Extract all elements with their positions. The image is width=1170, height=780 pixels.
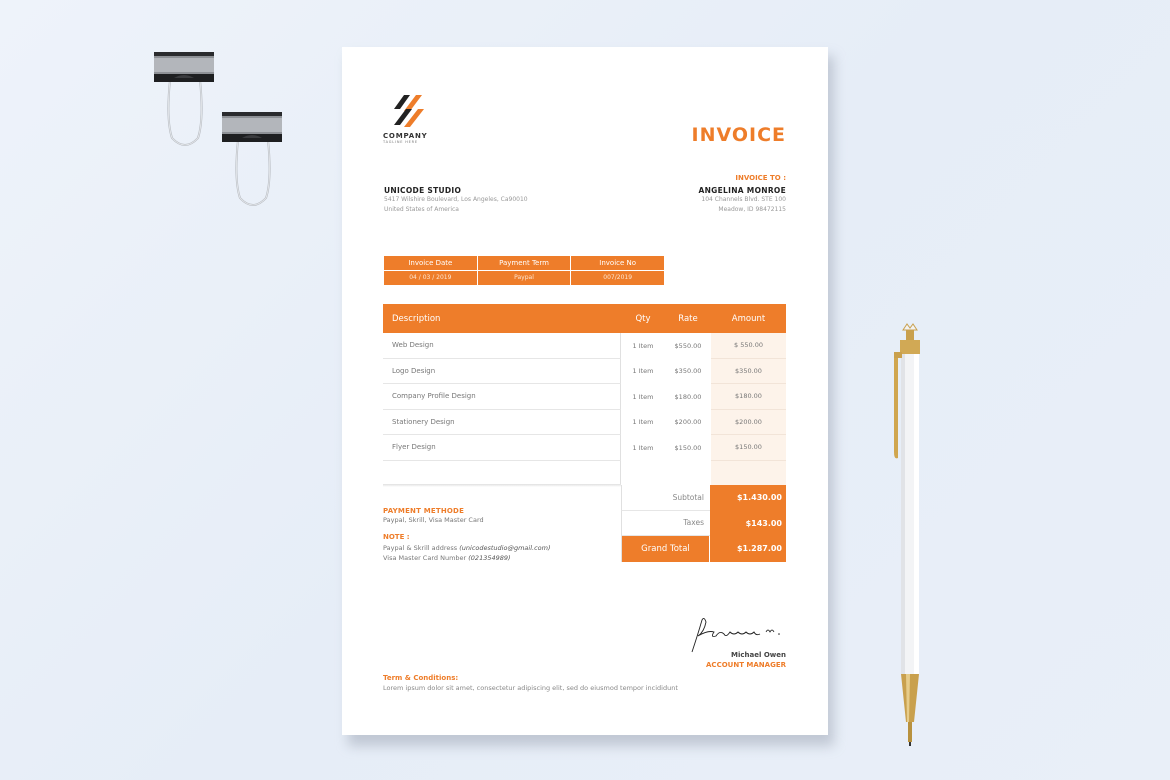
- item-rate: $350.00: [674, 367, 702, 376]
- subtotal-label: Subtotal: [621, 485, 710, 511]
- taxes-value: $143.00: [710, 511, 786, 537]
- meta-invoice-no: [571, 256, 664, 285]
- item-description: Flyer Design: [383, 435, 621, 461]
- item-rate: $550.00: [674, 341, 702, 350]
- subtotal-value: $1.430.00: [710, 485, 786, 511]
- divider: [383, 484, 621, 487]
- note-text: [383, 543, 551, 563]
- terms-text: Lorem ipsum dolor sit amet, consectetur adipiscing elit, sed do eiusmod tempor incididunt: [383, 684, 678, 692]
- table-row: [383, 359, 786, 385]
- item-amount: $350.00: [711, 359, 786, 385]
- meta-label: Invoice No: [571, 256, 664, 271]
- terms-label: Term & Conditions:: [383, 674, 459, 682]
- table-row: [383, 384, 786, 410]
- from-name: UNICODE STUDIO: [384, 186, 462, 195]
- note-line-1: [383, 543, 551, 553]
- item-qty: 1 Item: [632, 443, 654, 452]
- line-items-table: [383, 304, 786, 486]
- header-rate: Rate: [678, 313, 698, 324]
- invoice-to-label: INVOICE TO :: [735, 174, 786, 182]
- totals-table: [621, 485, 786, 562]
- item-rate: $200.00: [674, 418, 702, 427]
- meta-value: 007/2019: [571, 271, 664, 285]
- note-email: (unicodestudio@gmail.com): [459, 544, 551, 552]
- logo-tagline: TAGLINE HERE: [383, 140, 418, 144]
- item-amount: $150.00: [711, 435, 786, 461]
- note-label: NOTE :: [383, 533, 410, 541]
- invoice-document: [342, 47, 828, 735]
- table-row-empty: [383, 461, 786, 487]
- table-header: [383, 304, 786, 333]
- item-qty: 1 Item: [632, 392, 654, 401]
- item-description: Stationery Design: [383, 410, 621, 436]
- to-name: ANGELINA MONROE: [698, 186, 786, 195]
- from-address: [384, 195, 528, 215]
- item-amount: $ 550.00: [711, 333, 786, 359]
- to-address: [701, 195, 786, 215]
- pen-icon: [880, 322, 940, 752]
- item-amount: $200.00: [711, 410, 786, 436]
- item-amount: $180.00: [711, 384, 786, 410]
- payment-method-label: PAYMENT METHODE: [383, 507, 465, 515]
- to-address-line2: Meadow, ID 98472115: [718, 206, 786, 213]
- empty-cell: [665, 461, 711, 487]
- table-row: [383, 333, 786, 359]
- empty-cell: [383, 461, 621, 487]
- item-qty: 1 Item: [632, 418, 654, 427]
- meta-label: Payment Term: [478, 256, 571, 271]
- invoice-title: INVOICE: [691, 124, 786, 146]
- signatory-name: Michael Owen: [731, 651, 786, 659]
- signature-icon: [684, 614, 784, 654]
- item-qty: 1 Item: [632, 367, 654, 376]
- header-amount: Amount: [731, 313, 766, 324]
- header-qty: Qty: [635, 313, 651, 324]
- item-qty: 1 Item: [632, 341, 654, 350]
- item-rate: $180.00: [674, 392, 702, 401]
- item-description: Web Design: [383, 333, 621, 359]
- taxes-label: Taxes: [621, 511, 710, 537]
- taxes-row: [621, 511, 786, 537]
- item-description: Company Profile Design: [383, 384, 621, 410]
- table-row: [383, 435, 786, 461]
- binder-clip-icon: [150, 50, 220, 160]
- to-address-line1: 104 Channels Blvd. STE 100: [701, 196, 786, 203]
- binder-clip-icon: [218, 110, 288, 220]
- grand-total-value: $1.287.00: [710, 536, 786, 562]
- from-address-line2: United States of America: [384, 206, 459, 213]
- table-row: [383, 410, 786, 436]
- invoice-meta-table: [384, 256, 664, 285]
- item-description: Logo Design: [383, 359, 621, 385]
- note-line-2: [383, 553, 551, 563]
- logo-name: COMPANY: [383, 132, 428, 140]
- grand-total-label: Grand Total: [621, 536, 710, 562]
- meta-value: 04 / 03 / 2019: [384, 271, 477, 285]
- grand-total-row: [621, 536, 786, 562]
- empty-cell: [711, 461, 786, 487]
- from-address-line1: 5417 Wilshire Boulevard, Los Angeles, Ca90010: [384, 196, 528, 203]
- item-rate: $150.00: [674, 443, 702, 452]
- empty-cell: [621, 461, 665, 487]
- meta-label: Invoice Date: [384, 256, 477, 271]
- note-line1-prefix: Paypal & Skrill address: [383, 544, 460, 552]
- meta-invoice-date: [384, 256, 478, 285]
- note-card-number: (021354989): [468, 554, 511, 562]
- signatory-role: ACCOUNT MANAGER: [706, 661, 786, 669]
- meta-payment-term: [478, 256, 572, 285]
- note-line2-prefix: Visa Master Card Number: [383, 554, 469, 562]
- meta-value: Paypal: [478, 271, 571, 285]
- header-description: Description: [392, 313, 441, 324]
- payment-method-value: Paypal, Skrill, Visa Master Card: [383, 516, 484, 524]
- subtotal-row: [621, 485, 786, 511]
